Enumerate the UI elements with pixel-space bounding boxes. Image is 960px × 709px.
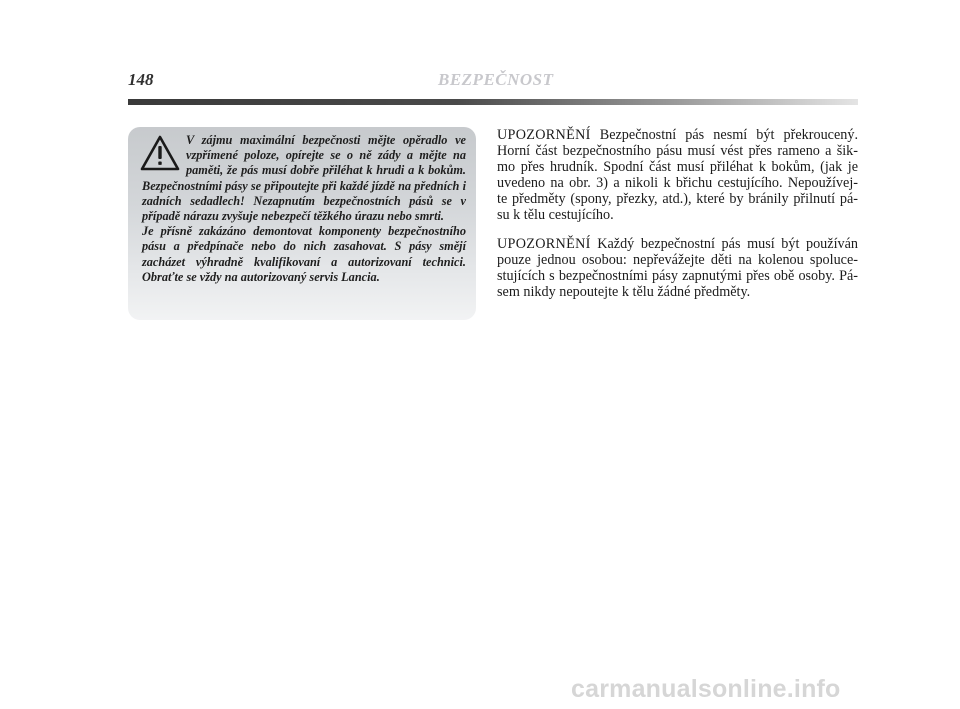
note-2-line-2: pouze jednou osobou: nepřevážejte děti na kolenou spoluce- (497, 252, 858, 269)
note-1-label: UPOZORNĚNÍ (497, 127, 591, 143)
note-1-line-3: mo přes hrudník. Spodní část musí přiléhat k bokům, (jak je (497, 158, 858, 175)
note-2-line-1-text: Každý bezpečnostní pás musí být používán (597, 236, 858, 253)
body-text (497, 128, 858, 315)
warning-text (142, 133, 466, 285)
warning-paragraph-1: V zájmu maximální bezpečnosti mějte opěradlo ve vzpřímené poloze, opírejte se o ně zády a mějte na paměti, že pás musí dobře přiléhat k hrudi a k bokům. Bezpečnostními pásy se připoutejte při každé jízdě na předních i zadních sedadlech! Nezapnutím bezpečnostních pásů se v případě nárazu zvyšuje nebezpečí těžkého úrazu nebo smrti. (142, 133, 466, 224)
note-2-line-3: stujících s bezpečnostními pásy zapnutými přes obě osoby. Pá- (497, 268, 858, 285)
section-title: BEZPEČNOST (438, 70, 554, 89)
warning-box (128, 127, 476, 320)
note-1-line-1-text: Bezpečnostní pás nesmí být překroucený. (599, 127, 858, 143)
note-2-label: UPOZORNĚNÍ (497, 236, 591, 253)
note-1-line-6: su k tělu cestujícího. (497, 206, 614, 223)
note-1-line-2: Horní část bezpečnostního pásu musí vést přes rameno a šik- (497, 142, 858, 159)
note-2-line-4: sem nikdy nepoutejte k tělu žádné předměty. (497, 284, 751, 301)
note-1-line-5: te předměty (spony, přezky, atd.), které by bránily přilnutí pá- (497, 190, 858, 207)
note-2-line-1 (497, 237, 858, 253)
header-rule (128, 99, 858, 105)
note-1-line-4: uvedeno na obr. 3) a nikoli k břichu cestujícího. Nepoužívej- (497, 174, 858, 191)
page-number: 148 (128, 70, 154, 89)
icon-spacer (142, 133, 186, 177)
note-1-line-1 (497, 128, 858, 144)
warning-paragraph-2: Je přísně zakázáno demontovat komponenty bezpečnostního pásu a předpínače nebo do nich zasahovat. S pásy smějí zacházet výhradně kvalifikovaní a autorizovaní technici. Obraťte se vždy na autorizovaný servis Lancia. (142, 224, 466, 284)
note-paragraph-1 (497, 128, 858, 223)
note-paragraph-2 (497, 237, 858, 301)
watermark: carmanualsonline.info (571, 675, 841, 703)
